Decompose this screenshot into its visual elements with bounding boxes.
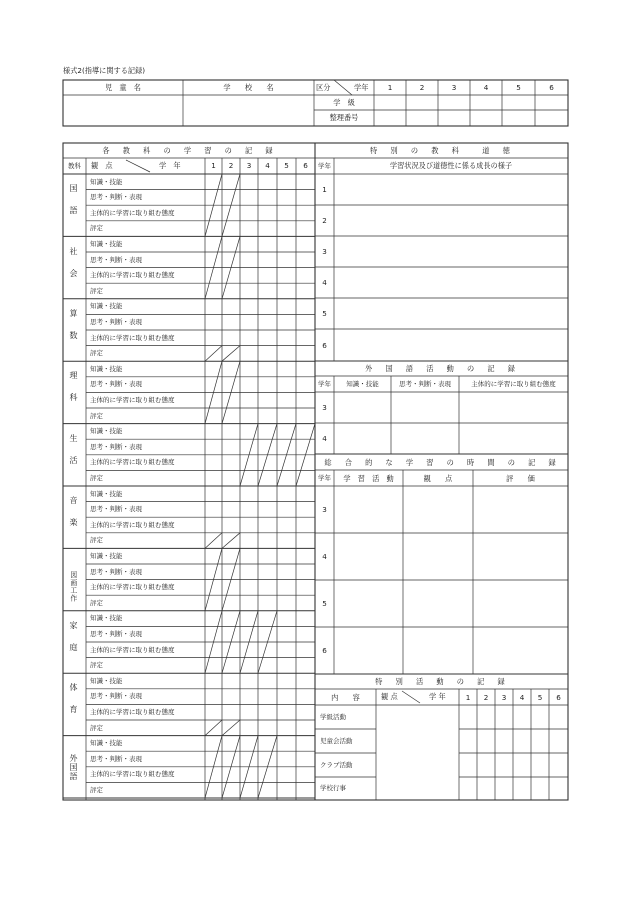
viewpoint-label: 主体的に学習に取り組む態度	[90, 395, 175, 404]
moral-year-5: 5	[322, 309, 327, 318]
rating-na-slash	[222, 720, 240, 736]
col-year-header: 学 年	[159, 161, 181, 170]
foreign-col-knowledge: 知識・技能	[346, 380, 379, 388]
special-row-council: 児童会活動	[320, 737, 353, 745]
header-year-4: 4	[483, 83, 489, 92]
school-name-label: 学 校 名	[223, 83, 274, 92]
form-title: 様式2(指導に関する記録)	[63, 66, 146, 75]
foreign-year-4: 4	[322, 434, 327, 443]
viewpoint-label: 知識・技能	[90, 302, 123, 311]
subject-name: 理科	[69, 371, 78, 416]
moral-year-3: 3	[322, 247, 327, 256]
viewpoint-label: 思考・判断・表現	[90, 255, 142, 264]
integrated-section-title: 総 合 的 な 学 習 の 時 間 の 記 録	[324, 458, 559, 467]
header-year-5: 5	[516, 83, 521, 92]
rating-na-slash	[222, 533, 240, 549]
header-year-3: 3	[451, 83, 457, 92]
viewpoint-label: 知識・技能	[90, 364, 123, 373]
rating-na-slash	[222, 346, 240, 362]
moral-col-desc: 学習状況及び道徳性に係る成長の様子	[389, 161, 513, 170]
viewpoint-label: 思考・判断・表現	[90, 692, 142, 701]
foreign-col-year: 学年	[318, 380, 331, 388]
viewpoint-label: 主体的に学習に取り組む態度	[90, 520, 175, 529]
viewpoint-label: 主体的に学習に取り組む態度	[90, 583, 175, 592]
subject-name: 算数	[69, 308, 78, 353]
viewpoint-label: 主体的に学習に取り組む態度	[90, 208, 175, 217]
viewpoint-label: 評定	[90, 785, 103, 794]
viewpoint-label: 評定	[90, 723, 103, 732]
header-year-1: 1	[387, 83, 393, 92]
special-col-year: 学 年	[429, 692, 446, 701]
subject-name: 家庭	[69, 620, 78, 665]
foreign-col-attitude: 主体的に学習に取り組む態度	[471, 380, 556, 388]
child-name-label: 児 童 名	[105, 83, 141, 92]
viewpoint-label: 主体的に学習に取り組む態度	[90, 707, 175, 716]
header-year-2: 2	[419, 83, 425, 92]
moral-col-year: 学年	[318, 162, 331, 170]
viewpoint-label: 知識・技能	[90, 427, 123, 436]
viewpoint-label: 思考・判断・表現	[90, 317, 142, 326]
special-row-event: 学校行事	[320, 784, 346, 792]
viewpoint-label: 評定	[90, 536, 103, 545]
header-year-6: 6	[549, 83, 554, 92]
subject-name: 体育	[69, 683, 78, 728]
subject-name: 生活	[69, 433, 78, 478]
subject-name: 国語	[69, 184, 78, 229]
subject-year-3: 3	[246, 161, 252, 170]
viewpoint-label: 知識・技能	[90, 614, 123, 623]
integrated-year-4: 4	[322, 552, 327, 561]
integrated-year-3: 3	[322, 505, 327, 514]
foreign-year-3: 3	[322, 403, 327, 412]
viewpoint-label: 評定	[90, 286, 103, 295]
subject-year-1: 1	[211, 161, 216, 170]
viewpoint-label: 評定	[90, 224, 103, 233]
special-row-class: 学級活動	[320, 713, 346, 721]
viewpoint-label: 思考・判断・表現	[90, 193, 142, 202]
viewpoint-label: 主体的に学習に取り組む態度	[90, 333, 175, 342]
integrated-col-evaluation: 評 価	[506, 474, 535, 483]
subject-year-5: 5	[284, 161, 289, 170]
viewpoint-label: 思考・判断・表現	[90, 442, 142, 451]
seiri-label: 整理番号	[329, 113, 359, 122]
subject-year-4: 4	[265, 161, 270, 170]
viewpoint-label: 主体的に学習に取り組む態度	[90, 770, 175, 779]
special-year-4: 4	[519, 693, 525, 702]
viewpoint-label: 評定	[90, 598, 103, 607]
viewpoint-label: 知識・技能	[90, 739, 123, 748]
special-col-viewpoint: 観 点	[381, 692, 398, 701]
viewpoint-label: 評定	[90, 473, 103, 482]
viewpoint-label: 知識・技能	[90, 676, 123, 685]
viewpoint-label: 思考・判断・表現	[90, 629, 142, 638]
viewpoint-label: 主体的に学習に取り組む態度	[90, 271, 175, 280]
viewpoint-label: 思考・判断・表現	[90, 754, 142, 763]
special-row-club: クラブ活動	[320, 761, 353, 769]
subject-name: 外国語	[69, 754, 78, 782]
foreign-section-title: 外 国 語 活 動 の 記 録	[365, 364, 518, 373]
viewpoint-label: 知識・技能	[90, 239, 123, 248]
rating-na-slash	[205, 533, 222, 549]
rating-na-slash	[205, 346, 222, 362]
viewpoint-label: 評定	[90, 661, 103, 670]
subject-name: 社会	[69, 246, 78, 291]
integrated-year-6: 6	[322, 646, 327, 655]
special-year-1: 1	[465, 693, 471, 702]
special-year-2: 2	[483, 693, 489, 702]
viewpoint-label: 評定	[90, 411, 103, 420]
subject-name: 音楽	[69, 496, 78, 541]
special-col-content: 内 容	[331, 693, 360, 702]
moral-year-2: 2	[322, 216, 327, 225]
moral-year-6: 6	[322, 341, 327, 350]
special-year-6: 6	[556, 693, 561, 702]
moral-year-1: 1	[322, 185, 327, 194]
col-subject-header: 教科	[68, 162, 81, 170]
gakunen-label: 学年	[354, 83, 369, 92]
subject-name: 図画工作	[68, 570, 77, 603]
viewpoint-label: 主体的に学習に取り組む態度	[90, 458, 175, 467]
viewpoint-label: 知識・技能	[90, 551, 123, 560]
subjects-section-title: 各 教 科 の 学 習 の 記 録	[102, 146, 276, 155]
integrated-col-year: 学年	[318, 474, 331, 482]
integrated-col-activity: 学 習 活 動	[343, 474, 394, 483]
viewpoint-label: 知識・技能	[90, 489, 123, 498]
viewpoint-label: 評定	[90, 349, 103, 358]
integrated-year-5: 5	[322, 599, 327, 608]
integrated-col-viewpoint: 観 点	[423, 474, 453, 483]
special-year-5: 5	[537, 693, 543, 702]
moral-section-title: 特 別 の 教 科 道 徳	[370, 146, 513, 155]
special-year-3: 3	[501, 693, 507, 702]
viewpoint-label: 思考・判断・表現	[90, 567, 142, 576]
gakkyu-label: 学 級	[333, 98, 355, 107]
viewpoint-label: 思考・判断・表現	[90, 505, 142, 514]
rating-na-slash	[205, 720, 222, 736]
subject-year-6: 6	[303, 161, 308, 170]
foreign-col-thinking: 思考・判断・表現	[399, 380, 451, 388]
subject-year-2: 2	[228, 161, 234, 170]
col-viewpoint-header: 観 点	[91, 161, 113, 170]
viewpoint-label: 主体的に学習に取り組む態度	[90, 645, 175, 654]
viewpoint-label: 知識・技能	[90, 177, 123, 186]
moral-year-4: 4	[322, 278, 327, 287]
viewpoint-label: 思考・判断・表現	[90, 380, 142, 389]
special-section-title: 特 別 活 動 の 記 録	[375, 677, 508, 686]
kubun-label: 区分	[316, 83, 331, 92]
